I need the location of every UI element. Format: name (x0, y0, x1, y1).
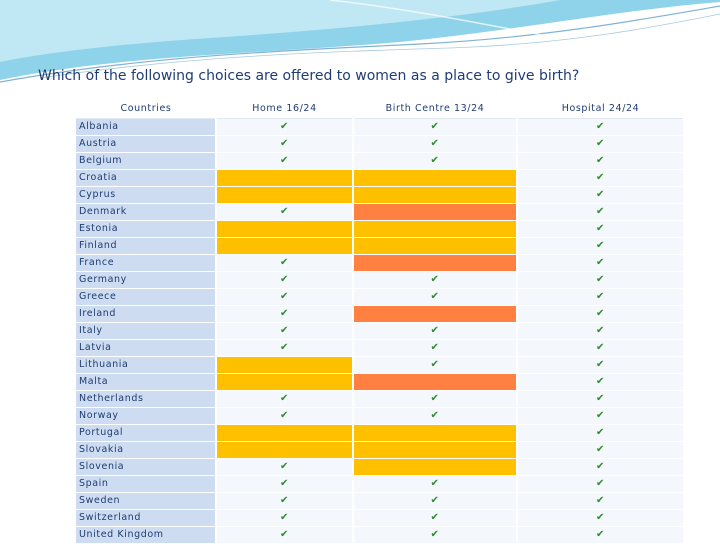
country-name: Netherlands (76, 391, 216, 408)
check-icon: ✔ (353, 408, 517, 425)
check-icon: ✔ (216, 340, 353, 357)
table-row (76, 442, 684, 459)
country-name: Greece (76, 289, 216, 306)
check-icon: ✔ (353, 476, 517, 493)
country-name: Germany (76, 272, 216, 289)
country-name: Latvia (76, 340, 216, 357)
table-row (76, 238, 684, 255)
check-icon: ✔ (353, 340, 517, 357)
check-icon: ✔ (353, 391, 517, 408)
country-name: Slovenia (76, 459, 216, 476)
check-icon: ✔ (216, 408, 353, 425)
country-name: Denmark (76, 204, 216, 221)
table-cell (353, 425, 517, 442)
table-cell (353, 255, 517, 272)
table-row (76, 357, 684, 374)
check-icon: ✔ (517, 374, 684, 391)
check-icon: ✔ (353, 289, 517, 306)
table-row (76, 340, 684, 357)
check-icon: ✔ (517, 408, 684, 425)
check-icon: ✔ (517, 289, 684, 306)
check-icon: ✔ (517, 510, 684, 527)
check-icon: ✔ (517, 119, 684, 136)
table-cell (353, 221, 517, 238)
check-icon: ✔ (517, 238, 684, 255)
country-name: Estonia (76, 221, 216, 238)
table-row (76, 221, 684, 238)
table-row (76, 527, 684, 544)
check-icon: ✔ (353, 527, 517, 544)
table-cell (353, 459, 517, 476)
check-icon: ✔ (517, 153, 684, 170)
table-row (76, 289, 684, 306)
country-name: Albania (76, 119, 216, 136)
table-cell (216, 187, 353, 204)
table-row (76, 493, 684, 510)
country-name: Lithuania (76, 357, 216, 374)
check-icon: ✔ (517, 357, 684, 374)
table-cell (353, 238, 517, 255)
check-icon: ✔ (216, 391, 353, 408)
table-cell (353, 204, 517, 221)
slide-title: Which of the following choices are offered to women as a place to give birth? (38, 68, 580, 84)
check-icon: ✔ (517, 493, 684, 510)
table-cell (216, 442, 353, 459)
check-icon: ✔ (517, 391, 684, 408)
table-row (76, 476, 684, 493)
check-icon: ✔ (216, 272, 353, 289)
check-icon: ✔ (517, 476, 684, 493)
table-cell (216, 374, 353, 391)
country-name: Finland (76, 238, 216, 255)
column-header: Home 16/24 (216, 98, 353, 119)
table-row (76, 459, 684, 476)
country-name: Norway (76, 408, 216, 425)
table-row (76, 391, 684, 408)
check-icon: ✔ (216, 204, 353, 221)
check-icon: ✔ (216, 510, 353, 527)
table-cell (216, 357, 353, 374)
check-icon: ✔ (216, 136, 353, 153)
table-row (76, 204, 684, 221)
country-name: Austria (76, 136, 216, 153)
check-icon: ✔ (216, 119, 353, 136)
check-icon: ✔ (353, 323, 517, 340)
country-name: Croatia (76, 170, 216, 187)
table-cell (353, 187, 517, 204)
check-icon: ✔ (216, 527, 353, 544)
check-icon: ✔ (517, 425, 684, 442)
column-header: Hospital 24/24 (517, 98, 684, 119)
check-icon: ✔ (353, 510, 517, 527)
table-cell (353, 374, 517, 391)
table-row (76, 136, 684, 153)
table-row (76, 510, 684, 527)
country-name: Ireland (76, 306, 216, 323)
check-icon: ✔ (216, 306, 353, 323)
birth-place-table (76, 98, 685, 544)
country-name: Spain (76, 476, 216, 493)
check-icon: ✔ (517, 136, 684, 153)
country-name: Sweden (76, 493, 216, 510)
check-icon: ✔ (216, 459, 353, 476)
check-icon: ✔ (517, 255, 684, 272)
table-cell (353, 306, 517, 323)
country-name: Cyprus (76, 187, 216, 204)
country-name: Slovakia (76, 442, 216, 459)
table-header-row (76, 98, 684, 119)
table-row (76, 272, 684, 289)
table-row (76, 425, 684, 442)
check-icon: ✔ (216, 289, 353, 306)
table-cell (216, 238, 353, 255)
check-icon: ✔ (517, 340, 684, 357)
check-icon: ✔ (517, 187, 684, 204)
table-row (76, 170, 684, 187)
check-icon: ✔ (216, 323, 353, 340)
country-name: Malta (76, 374, 216, 391)
country-name: United Kingdom (76, 527, 216, 544)
check-icon: ✔ (517, 204, 684, 221)
check-icon: ✔ (216, 255, 353, 272)
check-icon: ✔ (517, 170, 684, 187)
check-icon: ✔ (517, 221, 684, 238)
check-icon: ✔ (353, 136, 517, 153)
table-row (76, 323, 684, 340)
table-cell (353, 442, 517, 459)
table-row (76, 306, 684, 323)
check-icon: ✔ (216, 476, 353, 493)
check-icon: ✔ (353, 119, 517, 136)
table-row (76, 119, 684, 136)
column-header: Countries (76, 98, 216, 119)
check-icon: ✔ (517, 527, 684, 544)
country-name: Switzerland (76, 510, 216, 527)
country-name: Belgium (76, 153, 216, 170)
table-row (76, 187, 684, 204)
check-icon: ✔ (517, 442, 684, 459)
check-icon: ✔ (216, 493, 353, 510)
table-row (76, 153, 684, 170)
check-icon: ✔ (353, 493, 517, 510)
check-icon: ✔ (517, 306, 684, 323)
country-name: Italy (76, 323, 216, 340)
country-name: Portugal (76, 425, 216, 442)
check-icon: ✔ (353, 153, 517, 170)
check-icon: ✔ (517, 459, 684, 476)
table-row (76, 408, 684, 425)
table-cell (216, 170, 353, 187)
table-cell (216, 425, 353, 442)
column-header: Birth Centre 13/24 (353, 98, 517, 119)
check-icon: ✔ (353, 357, 517, 374)
check-icon: ✔ (216, 153, 353, 170)
check-icon: ✔ (517, 272, 684, 289)
table-row (76, 255, 684, 272)
table-row (76, 374, 684, 391)
check-icon: ✔ (517, 323, 684, 340)
table-cell (216, 221, 353, 238)
check-icon: ✔ (353, 272, 517, 289)
table-cell (353, 170, 517, 187)
country-name: France (76, 255, 216, 272)
